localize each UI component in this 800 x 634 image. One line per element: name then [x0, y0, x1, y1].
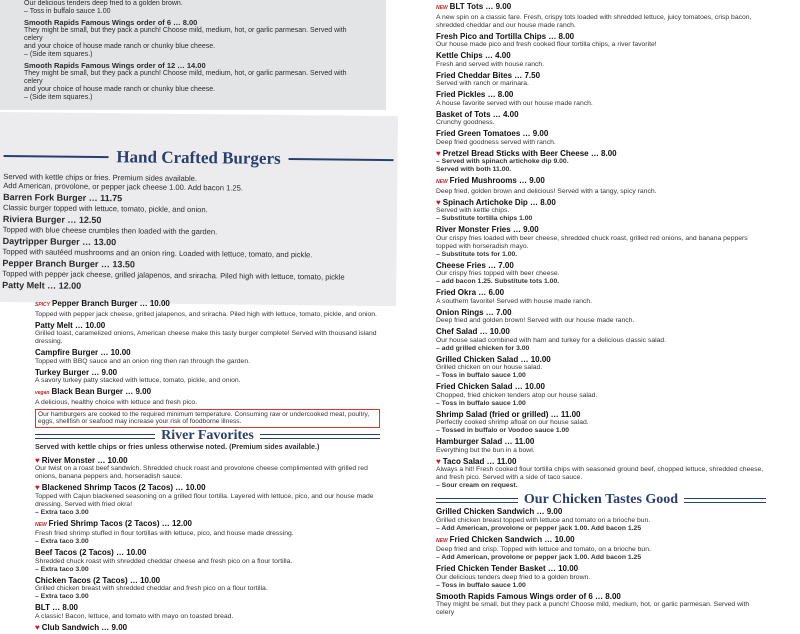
menu-item-title: Fried Chicken Tender Basket … 10.00	[436, 564, 579, 574]
menu-item-name	[436, 535, 766, 547]
menu-item-extra: – add bacon 1.25. Substitute tots 1.00.	[436, 278, 560, 285]
menu-item-description: Our twist on a roast beef sandwich. Shredded chuck roast and provolone cheese complimented with grilled red onions, banana peppers and, horseradish sauce.	[35, 465, 368, 480]
menu-item-description: Perfectly cooked shrimp afloat on our house salad.	[436, 419, 589, 426]
menu-item-title: Beef Tacos (2 Tacos) … 10.00	[35, 548, 147, 557]
photo-line: Topped with pepper jack cheese, grilled jalapenos, and sriracha. Piled high with lettuce, tomato, pickle	[2, 269, 345, 282]
menu-item-extra: – Toss in buffalo sauce 1.00	[436, 581, 526, 589]
heart-icon: ♥	[436, 456, 441, 466]
menu-item-extra: – add grilled chicken for 3.00	[436, 344, 530, 352]
menu-item-name	[436, 382, 766, 392]
menu-item-extra: – Add American, provolone or pepper jack 1.00. Add bacon 1.25	[436, 524, 642, 532]
menu-item-description: Our delicious tenders deep fried to a golden brown.	[436, 573, 591, 581]
menu-item	[436, 110, 766, 128]
photo-line: Smooth Rapids Famous Wings order of 12 … 14.00	[24, 61, 206, 70]
menu-item	[436, 535, 766, 563]
heart-icon: ♥	[436, 148, 441, 158]
menu-item	[436, 149, 766, 175]
menu-item	[436, 176, 766, 196]
menu-item	[35, 348, 380, 366]
heart-icon: ♥	[35, 483, 40, 492]
photo-line: Our delicious tenders deep fried to a golden brown.	[24, 0, 183, 7]
heart-icon: ♥	[35, 455, 40, 465]
menu-item-description: Deep fried and golden brown! Served with our house made ranch.	[436, 317, 635, 324]
menu-item	[436, 225, 766, 259]
menu-item-description: A house favorite served with our house made ranch.	[436, 99, 593, 107]
menu-item-title: River Monster … 10.00	[41, 455, 128, 465]
menu-item-title: Chef Salad … 10.00	[436, 327, 510, 336]
menu-item-description: A new spin on a classic fare. Fresh, crispy tots loaded with shredded lettuce, juicy tomatoes, crisp bacon, shredded cheddar and our house made ranch.	[436, 13, 752, 29]
menu-item-extra: – Tossed in buffalo or Voodoo sauce 1.00	[436, 427, 570, 434]
photo-line: – (Side item squares.)	[24, 94, 93, 101]
menu-item-name	[436, 308, 766, 318]
menu-item-description: Our crispy fries topped with beer cheese.	[436, 270, 560, 277]
menu-item-extra: – Substitute tots for 1.00.	[436, 250, 518, 258]
menu-item-name	[35, 368, 380, 378]
menu-item	[35, 548, 380, 574]
menu-item	[436, 564, 766, 590]
menu-item-name	[436, 507, 766, 517]
new-badge: NEW	[436, 179, 448, 185]
menu-item-extra: – Substitute tortilla chips 1.00	[436, 215, 533, 222]
menu-item-title: Black Bean Burger … 9.00	[51, 387, 152, 396]
menu-item-name	[35, 348, 380, 358]
menu-item-title: Turkey Burger … 9.00	[35, 367, 118, 377]
menu-item-name	[436, 198, 766, 208]
menu-item-description: A savory turkey patty stacked with lettuce, tomato, pickle, and onion.	[35, 377, 241, 384]
menu-item-name	[436, 110, 766, 120]
new-badge: NEW	[436, 537, 448, 544]
menu-item-description: Served with kettle chips.	[436, 207, 510, 214]
menu-item-description: Our house made pico and fresh cooked flour tortilla chips, a river favorite!	[436, 41, 657, 48]
menu-item-title: Smooth Rapids Famous Wings order of 6 … 8.00	[436, 591, 621, 601]
menu-item-description: A classic! Bacon, lettuce, and tomato with mayo on toasted bread.	[35, 612, 234, 620]
menu-item-name	[436, 437, 766, 447]
menu-item-description: Crunchy goodness.	[436, 119, 495, 126]
menu-item-name	[35, 483, 380, 493]
menu-item-title: BLT Tots … 9.00	[449, 2, 512, 11]
menu-item-extra: – Served with spinach artichoke dip 9.00. Served with both 11.00.	[436, 158, 569, 173]
menu-item-title: Club Sandwich … 9.00	[41, 622, 128, 632]
vegan-badge: SPICY	[35, 302, 51, 308]
photo-line: They might be small, but they pack a punch! Choose mild, medium, hot, or garlic parmesan. Served with celery	[24, 27, 347, 42]
menu-item-name	[35, 321, 380, 331]
appetizers-salads-list	[436, 2, 766, 490]
chicken-list	[436, 507, 766, 617]
menu-item-name	[436, 71, 766, 81]
menu-item	[436, 32, 766, 50]
menu-item-title: BLT … 8.00	[35, 603, 78, 612]
menu-item-title: Cheese Fries … 7.00	[436, 260, 514, 270]
menu-photo-top	[0, 0, 386, 110]
menu-item-description: Shredded chuck roast with shredded cheddar cheese and fresh pico on a flour tortilla.	[35, 557, 293, 565]
menu-item-extra: – Extra taco 3.00	[35, 593, 89, 600]
menu-item-description: Grilled chicken breast topped with lettuce and tomato on a brioche bun.	[436, 516, 651, 524]
menu-item	[35, 321, 380, 347]
menu-item-name	[436, 457, 766, 467]
menu-item-name	[436, 288, 766, 298]
menu-item	[35, 483, 380, 517]
menu-item-title: Pretzel Bread Sticks with Beer Cheese … 8.00	[442, 148, 617, 158]
river-favorites-heading: River Favorites	[35, 432, 380, 440]
menu-item-name	[35, 387, 380, 399]
menu-item-description: Everything but the bun in a bowl.	[436, 446, 535, 454]
menu-item-description: Grilled chicken breast with shredded cheddar and fresh pico on a flour tortilla.	[35, 585, 268, 592]
menu-item-extra: – Toss in buffalo sauce 1.00	[436, 372, 526, 379]
menu-item-title: Chicken Tacos (2 Tacos) … 10.00	[35, 575, 161, 585]
menu-item-description: Served with ranch or marinara.	[436, 80, 529, 87]
menu-item	[35, 456, 380, 482]
menu-item-title: Pepper Branch Burger … 10.00	[52, 299, 170, 308]
heart-icon: ♥	[35, 622, 40, 632]
menu-item-name	[35, 548, 380, 558]
burgers-photo-list	[2, 172, 393, 295]
menu-item-description: Grilled toast, caramelized onions, American cheese make this tasty burger complete! Served with thousand island dressing.	[35, 330, 377, 345]
menu-item	[35, 368, 380, 386]
menu-item	[436, 288, 766, 306]
photo-line: They might be small, but they pack a punch! Choose mild, medium, hot, or garlic parmesan. Served with celery	[24, 70, 347, 85]
food-safety-notice: Our hamburgers are cooked to the required minimum temperature. Consuming raw or undercooked meat, poultry, eggs, shellfish or seafood may increase your risk of foodborne illness.	[35, 409, 380, 429]
menu-item-name	[436, 51, 766, 61]
menu-item-name	[436, 410, 766, 420]
menu-item-description: Our house salad combined with ham and turkey for a delicious classic salad.	[436, 336, 667, 344]
menu-item-name	[436, 592, 766, 602]
photo-line: and your choice of house made ranch or chunky blue cheese.	[24, 86, 216, 93]
menu-item-title: Campfire Burger … 10.00	[35, 348, 131, 357]
photo-line: Daytripper Burger … 13.00	[2, 236, 117, 248]
menu-item	[436, 355, 766, 381]
photo-line: Classic burger topped with lettuce, tomato, pickle, and onion.	[2, 203, 208, 215]
photo-line: Topped with blue cheese crumbles then loaded with the garden.	[2, 225, 218, 237]
menu-item	[436, 71, 766, 89]
menu-item	[35, 519, 380, 547]
menu-item-name	[436, 149, 766, 159]
menu-item-extra: – Toss in buffalo sauce 1.00	[436, 399, 526, 407]
menu-item-description: Fresh fried shrimp stuffed in flour tortillas with lettuce, pico, and house made dressing.	[35, 530, 294, 537]
right-column	[436, 2, 766, 619]
menu-item-name	[436, 129, 766, 139]
menu-item-title: Fried Green Tomatoes … 9.00	[436, 129, 549, 138]
menu-item-description: Chopped, fried chicken tenders atop our house salad.	[436, 391, 598, 399]
menu-item	[436, 308, 766, 326]
menu-item-title: Blackened Shrimp Tacos (2 Tacos) … 10.00	[41, 483, 206, 492]
river-favorites-intro: Served with kettle chips or fries unless otherwise noted. (Premium sides available.)	[35, 442, 320, 452]
menu-item-description: Our crispy fries loaded with beer cheese, shredded chuck roast, grilled red onions, and banana peppers topped with horseradish mayo.	[436, 234, 748, 250]
menu-item-description: Fresh and served with house ranch.	[436, 60, 545, 68]
photo-line: Pepper Branch Burger … 13.50	[2, 258, 136, 270]
photo-line: – Toss in buffalo sauce 1.00	[24, 8, 111, 15]
menu-item-extra: – Sour cream on request.	[436, 482, 518, 489]
menu-item-name	[35, 299, 380, 311]
burger-list	[35, 299, 380, 407]
left-column	[35, 299, 380, 634]
menu-item-name	[35, 623, 380, 633]
menu-item-title: Fried Chicken Sandwich … 10.00	[449, 534, 575, 544]
menu-item	[436, 51, 766, 69]
menu-item-name	[35, 576, 380, 586]
menu-item-name	[436, 564, 766, 574]
menu-item-title: Fresh Pico and Tortilla Chips … 8.00	[436, 31, 575, 41]
menu-item-description: Grilled chicken on our house salad.	[436, 364, 543, 371]
menu-item-description: Deep fried, golden brown and delicious! Served with a tangy, spicy ranch.	[436, 187, 657, 195]
heart-icon: ♥	[436, 197, 441, 207]
menu-item	[436, 327, 766, 353]
menu-item-name	[35, 603, 380, 613]
photo-line: Smooth Rapids Famous Wings order of 6 … 8.00	[24, 18, 198, 27]
menu-item	[35, 576, 380, 602]
new-badge: NEW	[35, 521, 47, 528]
menu-photo-burgers	[0, 112, 398, 306]
menu-item-title: Onion Rings … 7.00	[436, 307, 512, 317]
menu-item	[436, 507, 766, 533]
menu-item-name	[436, 32, 766, 42]
menu-item	[436, 437, 766, 455]
photo-line: Topped with sautéed mushrooms and an onion ring. Loaded with lettuce, tomato, and pickle.	[2, 247, 313, 260]
photo-line: Served with kettle chips or fries. Premium sides available.	[3, 172, 198, 184]
menu-item-title: Spinach Artichoke Dip … 8.00	[442, 197, 556, 207]
menu-item-name	[436, 355, 766, 365]
menu-item-title: Basket of Tots … 4.00	[436, 109, 519, 119]
new-badge: NEW	[436, 5, 448, 11]
menu-item-title: Fried Chicken Salad … 10.00	[436, 382, 545, 391]
menu-item-extra: – Extra taco 3.00	[35, 565, 89, 573]
menu-item-title: Fried Okra … 6.00	[436, 288, 505, 297]
menu-item-title: Grilled Chicken Sandwich … 9.00	[436, 507, 563, 517]
photo-line: Add American, provolone, or pepper jack cheese 1.00. Add bacon 1.25.	[3, 181, 244, 193]
menu-item-extra: – Extra taco 3.00	[35, 508, 89, 516]
menu-item-title: Fried Cheddar Bites … 7.50	[436, 70, 541, 80]
menu-item-title: Fried Shrimp Tacos (2 Tacos) … 12.00	[48, 518, 192, 528]
menu-item-description: They might be small, but they pack a punch! Choose mild, medium, hot, or garlic parmesan. Served with celery	[436, 601, 750, 617]
menu-item-description: Deep fried and crisp. Topped with lettuce and tomato, on a brioche bun.	[436, 546, 651, 554]
menu-item	[436, 457, 766, 491]
river-favorites-list	[35, 456, 380, 633]
menu-item-description: Topped with pepper jack cheese, grilled jalapenos, and sriracha. Piled high with lettuce, tomato, pickle, and onion.	[35, 310, 377, 318]
menu-item-name	[436, 2, 766, 14]
menu-item-name	[436, 327, 766, 337]
menu-item	[436, 2, 766, 30]
menu-item	[436, 90, 766, 108]
vegan-badge: vegan	[35, 390, 50, 396]
menu-item-description: A delicious, healthy choice with lettuce and fresh pico.	[35, 398, 198, 406]
menu-item-name	[35, 519, 380, 531]
menu-item	[35, 603, 380, 621]
menu-item	[436, 382, 766, 408]
menu-item-description: Always a hit! Fresh cooked flour tortilla chips with seasoned ground beef, chopped lettuce, shredded cheese, and fresh pico. Served with a side of taco sauce.	[436, 466, 764, 481]
photo-line: and your choice of house made ranch or chunky blue cheese.	[24, 43, 216, 50]
menu-item-title: Grilled Chicken Salad … 10.00	[436, 354, 551, 364]
menu-item-title: Shrimp Salad (fried or grilled) … 11.00	[436, 409, 581, 419]
photo-line: Riviera Burger … 12.50	[2, 214, 102, 226]
photo-line: – (Side item squares.)	[24, 51, 93, 58]
menu-item-title: Taco Salad … 11.00	[442, 456, 517, 466]
menu-item-title: Fried Pickles … 8.00	[436, 90, 514, 99]
menu-item-title: Patty Melt … 10.00	[35, 320, 106, 330]
menu-item-name	[436, 176, 766, 188]
menu-item-name	[436, 225, 766, 235]
burgers-heading: Hand Crafted Burgers	[3, 146, 393, 170]
menu-item-title: River Monster Fries … 9.00	[436, 225, 539, 234]
menu-item	[436, 410, 766, 436]
menu-item-title: Hamburger Salad … 11.00	[436, 437, 535, 446]
photo-line: Barren Fork Burger … 11.75	[3, 192, 123, 204]
menu-item-description: Topped with BBQ sauce and an onion ring then ran through the garden.	[35, 357, 251, 365]
menu-item-extra: – Add American, provolone or pepper jack 1.00. Add bacon 1.25	[436, 554, 642, 562]
menu-item-description: Topped with Cajun blackened seasoning on a grilled flour tortilla. Layered with lettuce, pico, and our house made dressing. Served with fried okra!	[35, 492, 374, 508]
menu-item-name	[436, 261, 766, 271]
menu-item	[436, 129, 766, 147]
menu-item	[35, 623, 380, 633]
menu-item-description: A southern favorite! Served with house made ranch.	[436, 297, 593, 305]
menu-item-title: Fried Mushrooms … 9.00	[449, 176, 545, 185]
menu-item	[436, 261, 766, 287]
menu-item-name	[436, 90, 766, 100]
menu-item-extra: – Extra taco 3.00	[35, 538, 89, 545]
menu-item-title: Kettle Chips … 4.00	[436, 51, 511, 60]
menu-item	[436, 198, 766, 224]
menu-item-description: Deep fried goodness served with ranch.	[436, 138, 556, 146]
menu-item	[35, 387, 380, 407]
menu-item	[35, 299, 380, 319]
menu-item-name	[35, 456, 380, 466]
menu-item	[436, 592, 766, 618]
chicken-heading: Our Chicken Tastes Good	[436, 496, 766, 504]
photo-line: Patty Melt … 12.00	[2, 280, 82, 291]
